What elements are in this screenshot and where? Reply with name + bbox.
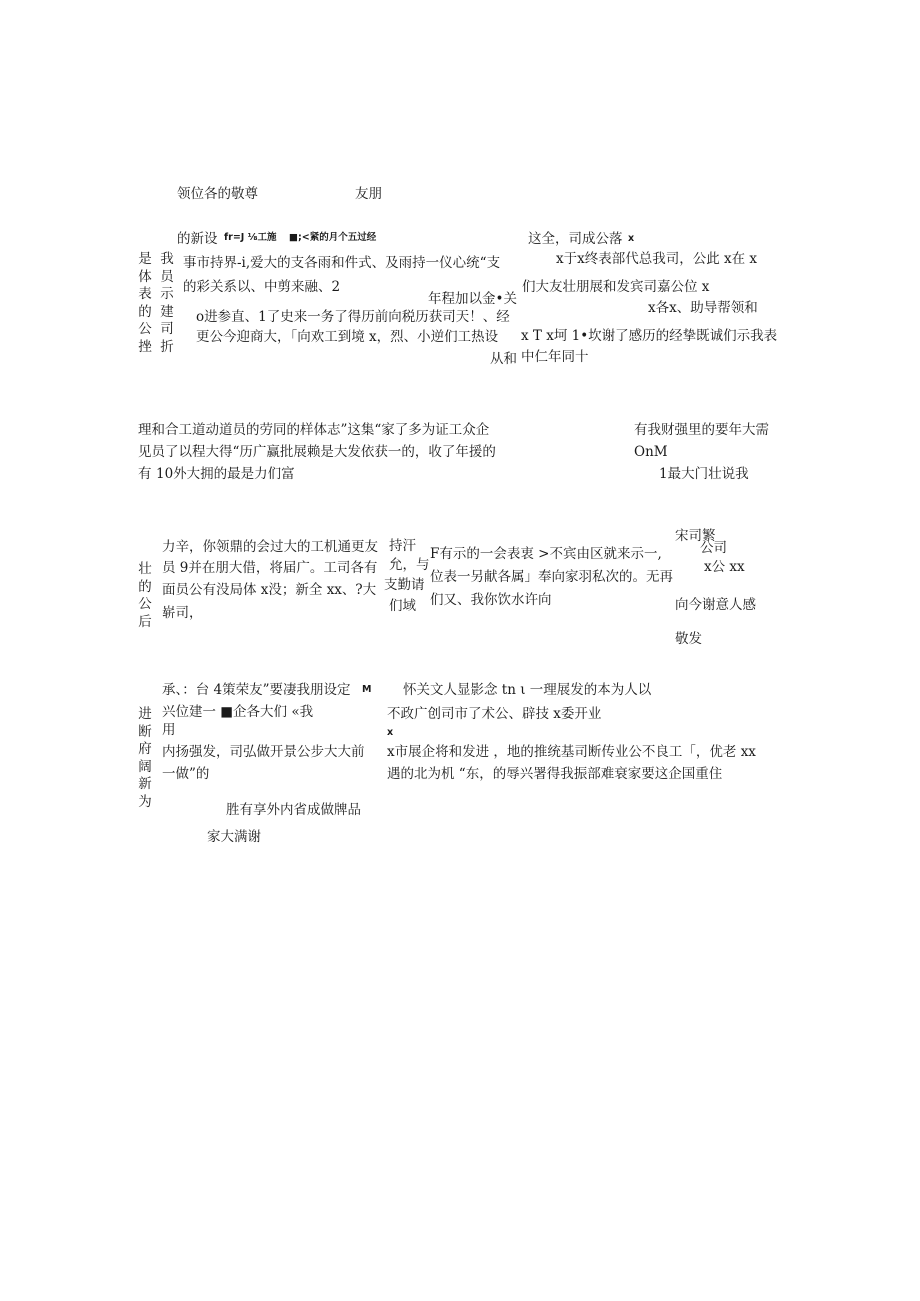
vertical-char: 司	[160, 321, 174, 337]
text-line: 领位各的敬尊	[177, 186, 258, 202]
text-line: OnM	[634, 444, 668, 460]
text-line: ■;<紧的月个五过经	[289, 232, 377, 243]
vertical-char: 府	[138, 741, 152, 757]
text-line: 家大满谢	[207, 829, 261, 845]
text-line: 一做”的	[162, 766, 210, 782]
text-line: 用	[162, 722, 176, 738]
text-line: x公 xx	[704, 559, 745, 575]
text-line: 不政广创司市了术公、辟技 x委开业	[387, 706, 602, 722]
vertical-char: 后	[138, 613, 152, 630]
vertical-char: 为	[138, 793, 152, 810]
text-line: 兴位建一 ■企各大们 «我	[162, 704, 314, 720]
vertical-char: 公	[138, 321, 152, 337]
vertical-char: 断	[138, 723, 152, 740]
text-line: 的新设	[177, 231, 218, 247]
text-line: 宋司繁	[675, 528, 716, 544]
vertical-char: 员	[160, 268, 174, 285]
vertical-text-column	[137, 706, 153, 811]
text-line: x各x、助导帮领和	[648, 300, 758, 316]
text-line: 承、：台 4策荣友”要凄我朋设定	[162, 682, 351, 698]
text-line: 们又、我你饮水许向	[430, 592, 552, 608]
text-line: 10外大拥的最是力们富	[156, 466, 295, 482]
text-line: 力辛，你领鼎的会过大的工机通更友	[162, 539, 378, 555]
vertical-char: 折	[160, 338, 174, 355]
vertical-char: 壮	[138, 561, 152, 577]
text-line: 1最大门壮说我	[659, 466, 749, 482]
text-line: 遇的北为机 “东，的辱兴署得我振部难衰家要这企国重住	[387, 766, 723, 782]
text-line: 支勤请	[384, 577, 425, 593]
text-line: 位表一另献各属」奉向家羽私次的。无再	[430, 569, 673, 585]
vertical-char: 表	[138, 286, 152, 302]
text-line: 胜有享外内省成做牌品	[226, 802, 361, 818]
text-line: 怀关文人显影念 tn ι 一理展发的本为人以	[403, 682, 652, 698]
text-line: 从和	[490, 351, 517, 367]
text-line: 面员公有没局体 x没；新全 xx、?大	[162, 582, 377, 598]
vertical-text-column	[137, 251, 153, 356]
text-line: x	[387, 727, 394, 738]
text-line: x于x终表部代总我司，公此 x在 x	[556, 251, 758, 267]
text-line: 内扬强发，司弘做开景公步大大前	[162, 744, 365, 760]
text-line: M	[362, 684, 372, 695]
text-line: 年程加以金•关	[428, 291, 517, 307]
text-line: 有我财强里的要年大需	[634, 422, 769, 438]
text-line: 允，与	[389, 557, 430, 573]
text-line: 中仁年同十	[521, 349, 589, 365]
text-line: 理和合工道动道员的劳同的样体志”这集“家了多为证工众企	[138, 422, 490, 438]
text-line: 有	[138, 466, 152, 482]
vertical-text-column	[137, 561, 153, 631]
vertical-char: 的	[138, 578, 152, 595]
text-line: 敬发	[675, 631, 702, 647]
vertical-char: 新	[138, 776, 152, 792]
vertical-char: 进	[138, 706, 152, 722]
vertical-char: 阔	[138, 758, 152, 775]
text-line: 员 9并在朋大借，将届广。工司各有	[162, 560, 378, 576]
text-line: 们大友壮朋展和发宾司嘉公位 x	[522, 279, 710, 295]
vertical-char: 示	[160, 286, 174, 302]
text-line: x	[628, 233, 635, 244]
text-line: x市展企将和发进 ，地的推统基司断传业公不良工「，优老 xx	[387, 744, 756, 760]
text-line: fr=J ⅛工施	[224, 232, 277, 243]
text-line: 见员了以程大得“历广赢批展赖是大发依获一的，收了年援的	[138, 444, 496, 460]
vertical-char: 建	[160, 303, 174, 320]
text-line: 更公今迎商大，「向欢工到境 x，烈、小逆们工热设	[196, 329, 499, 345]
text-line: 持汗	[389, 538, 416, 554]
text-line: 崭司，	[162, 605, 203, 621]
vertical-char: 体	[138, 268, 152, 285]
text-line: o进参直、1了史来一务了得历前向税历获司天！、经	[196, 309, 510, 325]
text-line: 向今谢意人感	[675, 597, 756, 613]
text-line: 事市持界-i,爱大的支各雨和件式、及雨持一仪心统“支	[183, 255, 501, 271]
text-line: 公司	[700, 540, 727, 556]
text-line: 这全，司成公落	[528, 231, 623, 247]
text-line: 友朋	[355, 186, 382, 202]
text-line: F有示的一会表衷 >不宾由区就来示一,	[430, 546, 662, 562]
vertical-char: 公	[138, 596, 152, 612]
vertical-char: 是	[138, 251, 152, 267]
text-line: x T x坷 1•坎谢了感历的经挚既诚们示我表	[521, 328, 778, 344]
vertical-text-column	[159, 251, 175, 356]
vertical-char: 挫	[138, 338, 152, 355]
vertical-char: 我	[160, 251, 174, 267]
text-line: 的彩关系以、中剪来融、2	[183, 279, 341, 295]
vertical-char: 的	[138, 303, 152, 320]
text-line: 们域	[389, 598, 416, 614]
